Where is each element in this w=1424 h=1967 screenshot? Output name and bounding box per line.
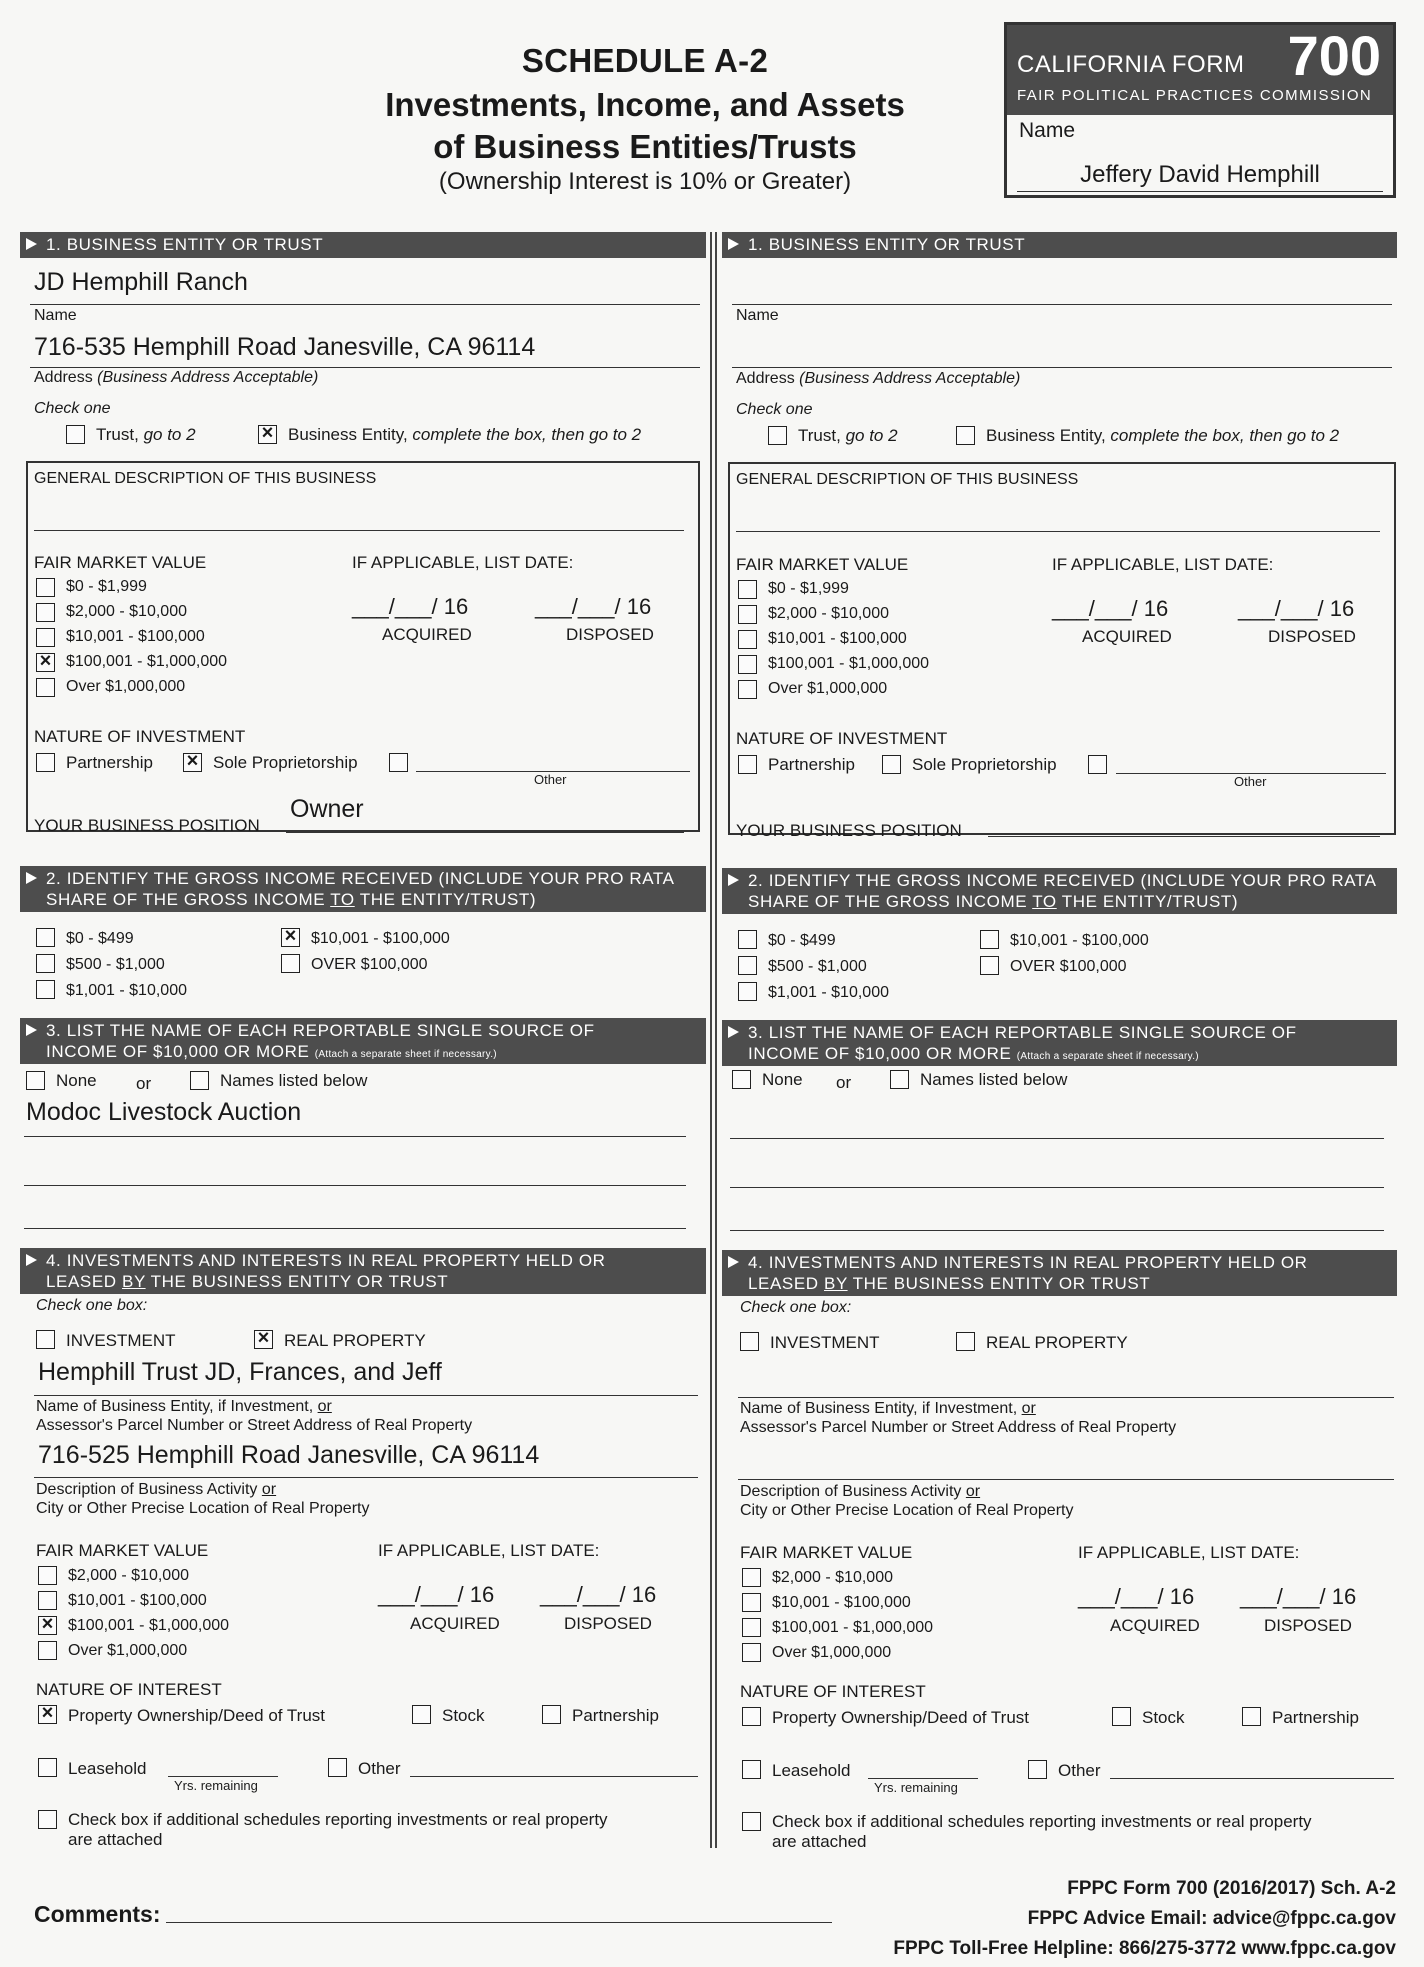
left-additional-label-1: Check box if additional schedules reporting investments or real property	[68, 1810, 608, 1829]
right-property-location-line	[738, 1479, 1394, 1480]
right-section4-header: 4. INVESTMENTS AND INTERESTS IN REAL PROPERTY HELD OR LEASED BY THE BUSINESS ENTITY OR TRUST	[722, 1250, 1397, 1296]
filer-name-label: Name	[1019, 119, 1076, 142]
right-income-source-line-1	[730, 1138, 1384, 1139]
left-name-line	[30, 304, 700, 305]
left-general-description-label: GENERAL DESCRIPTION OF THIS BUSINESS	[34, 470, 377, 487]
arrow-icon	[728, 874, 739, 886]
left-leasehold-checkbox[interactable]	[38, 1758, 57, 1777]
left-other4-line	[410, 1776, 698, 1777]
left-if-applicable-label: IF APPLICABLE, LIST DATE:	[352, 553, 574, 572]
right-fmv-checkbox-2[interactable]	[738, 630, 757, 649]
right-check-one-box-label: Check one box:	[740, 1299, 852, 1316]
left-fmv4-label-1: $10,001 - $100,000	[68, 1592, 207, 1609]
arrow-icon	[26, 1254, 37, 1266]
right-fmv-label-3: $100,001 - $1,000,000	[768, 655, 930, 672]
right-description-label-1: Description of Business Activity or	[740, 1483, 981, 1500]
right-property-ownership-checkbox[interactable]	[742, 1707, 761, 1726]
left-acquired-date[interactable]: ___/___/ 16	[352, 594, 469, 619]
right-fmv4-label-1: $10,001 - $100,000	[772, 1594, 911, 1611]
right-section1-header: 1. BUSINESS ENTITY OR TRUST	[722, 232, 1397, 258]
left-name-label: Name	[34, 307, 77, 324]
left-fmv-checkbox-2[interactable]	[36, 628, 55, 647]
left-business-position-value[interactable]: Owner	[290, 795, 364, 823]
left-partnership-checkbox[interactable]	[36, 753, 55, 772]
right-none-checkbox[interactable]	[732, 1070, 751, 1089]
left-real-property-label: REAL PROPERTY	[284, 1331, 426, 1350]
left-none-checkbox[interactable]	[26, 1071, 45, 1090]
left-disposed4-label: DISPOSED	[564, 1614, 652, 1633]
right-fmv4-label-2: $100,001 - $1,000,000	[772, 1619, 934, 1636]
left-property-name-line	[34, 1395, 698, 1396]
right-sole-proprietorship-checkbox[interactable]	[882, 755, 901, 774]
right-stock-label: Stock	[1142, 1708, 1185, 1727]
schedule-subtitle-line2: of Business Entities/Trusts	[433, 128, 857, 165]
right-disposed-label: DISPOSED	[1268, 627, 1356, 646]
left-fmv-label-3: $100,001 - $1,000,000	[66, 653, 228, 670]
arrow-icon	[728, 238, 739, 250]
left-acquired4-date[interactable]: ___/___/ 16	[378, 1582, 495, 1607]
right-trust-label: Trust, go to 2	[798, 426, 898, 445]
left-partnership-label: Partnership	[66, 753, 153, 772]
left-other-investment-label: Other	[534, 772, 567, 787]
right-income-label-1: $500 - $1,000	[768, 958, 867, 975]
right-fmv4-checkbox-2[interactable]	[742, 1618, 761, 1637]
left-property-name[interactable]: Hemphill Trust JD, Frances, and Jeff	[38, 1358, 442, 1386]
left-fmv-checkbox-0[interactable]	[36, 578, 55, 597]
left-address-label: Address (Business Address Acceptable)	[34, 369, 319, 386]
left-investment-label: INVESTMENT	[66, 1331, 176, 1350]
left-fmv4-checkbox-3[interactable]	[38, 1641, 57, 1660]
right-property-ownership-label: Property Ownership/Deed of Trust	[772, 1708, 1030, 1727]
right-income-label-4: OVER $100,000	[1010, 958, 1127, 975]
right-income-label-3: $10,001 - $100,000	[1010, 932, 1149, 949]
right-income-checkbox-2[interactable]	[738, 982, 757, 1001]
left-income-label-3: $10,001 - $100,000	[311, 930, 450, 947]
right-business-entity-checkbox[interactable]	[956, 426, 975, 445]
left-section4-header: 4. INVESTMENTS AND INTERESTS IN REAL PROPERTY HELD OR LEASED BY THE BUSINESS ENTITY OR TRUST	[20, 1248, 706, 1294]
commission-label: FAIR POLITICAL PRACTICES COMMISSION	[1017, 87, 1373, 104]
right-other4-label: Other	[1058, 1761, 1101, 1780]
right-check-one-label: Check one	[736, 401, 813, 418]
form-label: CALIFORNIA FORM	[1017, 51, 1245, 78]
left-trust-checkbox[interactable]	[66, 425, 85, 444]
right-fmv4-label: FAIR MARKET VALUE	[740, 1543, 913, 1562]
right-other-investment-checkbox[interactable]	[1088, 755, 1107, 774]
left-fmv4-checkbox-2[interactable]: ×	[38, 1616, 57, 1635]
arrow-icon	[26, 872, 37, 884]
right-names-listed-label: Names listed below	[920, 1070, 1068, 1089]
right-fmv4-checkbox-3[interactable]	[742, 1643, 761, 1662]
right-income-source-line-2	[730, 1187, 1384, 1188]
right-if-applicable4-label: IF APPLICABLE, LIST DATE:	[1078, 1543, 1300, 1562]
left-business-position-label: YOUR BUSINESS POSITION	[34, 816, 260, 835]
left-income-source-line-1	[24, 1136, 686, 1137]
left-property-ownership-label: Property Ownership/Deed of Trust	[68, 1706, 326, 1725]
right-description-label-2: City or Other Precise Location of Real Property	[740, 1502, 1074, 1519]
right-fmv4-label-0: $2,000 - $10,000	[772, 1569, 893, 1586]
left-income-checkbox-2[interactable]	[36, 980, 55, 999]
left-leasehold-label: Leasehold	[68, 1759, 147, 1778]
left-fmv-checkbox-4[interactable]	[36, 678, 55, 697]
left-names-listed-checkbox[interactable]	[190, 1071, 209, 1090]
arrow-icon	[26, 1024, 37, 1036]
left-stock-label: Stock	[442, 1706, 485, 1725]
right-fmv-checkbox-4[interactable]	[738, 680, 757, 699]
right-business-position-line	[988, 836, 1380, 837]
right-investment-checkbox[interactable]	[740, 1332, 759, 1351]
right-investment-label: INVESTMENT	[770, 1333, 880, 1352]
right-nature-investment-label: NATURE OF INVESTMENT	[736, 729, 948, 748]
right-name-of-entity-label-1: Name of Business Entity, if Investment, or	[740, 1400, 1036, 1417]
comments-label: Comments:	[34, 1901, 161, 1927]
right-name-label: Name	[736, 307, 779, 324]
left-leasehold-line	[168, 1776, 278, 1777]
left-disposed4-date[interactable]: ___/___/ 16	[540, 1582, 657, 1607]
left-partnership4-label: Partnership	[572, 1706, 659, 1725]
right-income-label-0: $0 - $499	[768, 932, 836, 949]
form-reference: FPPC Form 700 (2016/2017) Sch. A-2	[1067, 1878, 1396, 1899]
right-acquired-label: ACQUIRED	[1082, 627, 1172, 646]
right-none-label: None	[762, 1070, 803, 1089]
right-disposed4-date[interactable]: ___/___/ 16	[1240, 1584, 1357, 1609]
right-section2-header: 2. IDENTIFY THE GROSS INCOME RECEIVED (INCLUDE YOUR PRO RATA SHARE OF THE GROSS INCOME TO THE ENTITY/TRUST)	[722, 868, 1397, 914]
right-business-position-label: YOUR BUSINESS POSITION	[736, 821, 962, 840]
left-stock-checkbox[interactable]	[412, 1705, 431, 1724]
left-income-checkbox-0[interactable]	[36, 928, 55, 947]
right-acquired4-date[interactable]: ___/___/ 16	[1078, 1584, 1195, 1609]
left-other4-checkbox[interactable]	[328, 1758, 347, 1777]
form-number: 700	[1287, 24, 1381, 87]
right-fmv-checkbox-3[interactable]	[738, 655, 757, 674]
right-fmv-checkbox-0[interactable]	[738, 580, 757, 599]
left-acquired4-label: ACQUIRED	[410, 1614, 500, 1633]
left-income-label-2: $1,001 - $10,000	[66, 982, 187, 999]
right-address-line	[732, 367, 1392, 368]
right-acquired4-label: ACQUIRED	[1110, 1616, 1200, 1635]
left-fmv4-label: FAIR MARKET VALUE	[36, 1541, 209, 1560]
left-disposed-date[interactable]: ___/___/ 16	[535, 594, 652, 619]
schedule-subtitle-line1: Investments, Income, and Assets	[385, 86, 905, 123]
left-if-applicable4-label: IF APPLICABLE, LIST DATE:	[378, 1541, 600, 1560]
right-or-label: or	[836, 1073, 852, 1092]
right-leasehold-checkbox[interactable]	[742, 1760, 761, 1779]
left-none-label: None	[56, 1071, 97, 1090]
right-property-name-line	[738, 1397, 1394, 1398]
right-general-description-line	[736, 531, 1380, 532]
left-income-source-1[interactable]: Modoc Livestock Auction	[26, 1098, 302, 1126]
left-fmv4-label-2: $100,001 - $1,000,000	[68, 1617, 230, 1634]
left-section2-header: 2. IDENTIFY THE GROSS INCOME RECEIVED (INCLUDE YOUR PRO RATA SHARE OF THE GROSS INCOME TO THE ENTITY/TRUST)	[20, 866, 706, 912]
left-name-of-entity-label-2: Assessor's Parcel Number or Street Address of Real Property	[36, 1417, 473, 1434]
right-income-source-line-3	[730, 1230, 1384, 1231]
left-fmv-checkbox-1[interactable]	[36, 603, 55, 622]
right-disposed-date[interactable]: ___/___/ 16	[1238, 596, 1355, 621]
helpline: FPPC Toll-Free Helpline: 866/275-3772 www.fppc.ca.gov	[893, 1938, 1396, 1959]
left-entity-name[interactable]: JD Hemphill Ranch	[34, 268, 248, 296]
right-names-listed-checkbox[interactable]	[890, 1070, 909, 1089]
ownership-note: (Ownership Interest is 10% or Greater)	[438, 168, 852, 195]
right-partnership4-checkbox[interactable]	[1242, 1707, 1261, 1726]
left-sole-proprietorship-label: Sole Proprietorship	[213, 753, 358, 772]
right-business-entity-label: Business Entity, complete the box, then go to 2	[986, 426, 1340, 445]
left-business-position-line	[286, 832, 684, 833]
left-business-entity-checkbox[interactable]: ×	[258, 425, 277, 444]
right-fmv-label-4: Over $1,000,000	[768, 680, 888, 697]
right-trust-checkbox[interactable]	[768, 426, 787, 445]
right-real-property-label: REAL PROPERTY	[986, 1333, 1128, 1352]
left-property-location-line	[34, 1477, 698, 1478]
left-income-checkbox-3[interactable]: ×	[281, 928, 300, 947]
left-nature-interest-label: NATURE OF INTEREST	[36, 1680, 222, 1699]
left-additional-label-2: are attached	[68, 1830, 163, 1849]
right-partnership4-label: Partnership	[1272, 1708, 1359, 1727]
left-property-ownership-checkbox[interactable]: ×	[38, 1705, 57, 1724]
left-section3-header: 3. LIST THE NAME OF EACH REPORTABLE SINGLE SOURCE OF INCOME OF $10,000 OR MORE (Attach a separate sheet if necessary.)	[20, 1018, 706, 1064]
filer-name-line	[1017, 191, 1383, 192]
left-income-checkbox-4[interactable]	[281, 954, 300, 973]
left-income-source-line-3	[24, 1228, 686, 1229]
right-other4-checkbox[interactable]	[1028, 1760, 1047, 1779]
left-fmv-checkbox-3[interactable]: ×	[36, 653, 55, 672]
right-income-checkbox-0[interactable]	[738, 930, 757, 949]
left-fmv-label-0: $0 - $1,999	[66, 578, 147, 595]
right-if-applicable-label: IF APPLICABLE, LIST DATE:	[1052, 555, 1274, 574]
left-fmv4-label-0: $2,000 - $10,000	[68, 1567, 189, 1584]
left-fmv-label: FAIR MARKET VALUE	[34, 553, 207, 572]
left-or-label: or	[136, 1074, 152, 1093]
arrow-icon	[26, 238, 37, 250]
right-business-detail-box	[728, 462, 1396, 835]
right-fmv-label-2: $10,001 - $100,000	[768, 630, 907, 647]
right-income-label-2: $1,001 - $10,000	[768, 984, 889, 1001]
right-partnership-checkbox[interactable]	[738, 755, 757, 774]
left-check-one-box-label: Check one box:	[36, 1297, 148, 1314]
right-real-property-checkbox[interactable]	[956, 1332, 975, 1351]
right-leasehold-line	[868, 1778, 978, 1779]
left-fmv4-checkbox-1[interactable]	[38, 1591, 57, 1610]
right-acquired-date[interactable]: ___/___/ 16	[1052, 596, 1169, 621]
right-fmv-label-0: $0 - $1,999	[768, 580, 849, 597]
advice-email: FPPC Advice Email: advice@fppc.ca.gov	[1027, 1908, 1396, 1929]
right-stock-checkbox[interactable]	[1112, 1707, 1131, 1726]
left-address-value[interactable]: 716-535 Hemphill Road Janesville, CA 96114	[34, 333, 536, 361]
right-other-investment-label: Other	[1234, 774, 1267, 789]
left-trust-label: Trust, go to 2	[96, 425, 196, 444]
right-fmv-checkbox-1[interactable]	[738, 605, 757, 624]
left-sole-proprietorship-checkbox[interactable]: ×	[183, 753, 202, 772]
column-divider-right	[715, 232, 717, 1848]
right-income-checkbox-4[interactable]	[980, 956, 999, 975]
left-address-line	[30, 367, 700, 368]
left-fmv4-label-3: Over $1,000,000	[68, 1642, 188, 1659]
right-income-checkbox-1[interactable]	[738, 956, 757, 975]
left-fmv-label-1: $2,000 - $10,000	[66, 603, 187, 620]
right-leasehold-label: Leasehold	[772, 1761, 851, 1780]
right-partnership-label: Partnership	[768, 755, 855, 774]
right-address-label: Address (Business Address Acceptable)	[736, 370, 1021, 387]
left-other-investment-checkbox[interactable]	[389, 753, 408, 772]
left-fmv-label-4: Over $1,000,000	[66, 678, 186, 695]
right-fmv-label: FAIR MARKET VALUE	[736, 555, 909, 574]
left-fmv4-checkbox-0[interactable]	[38, 1566, 57, 1585]
left-section1-header: 1. BUSINESS ENTITY OR TRUST	[20, 232, 706, 258]
left-property-location[interactable]: 716-525 Hemphill Road Janesville, CA 96114	[38, 1441, 540, 1469]
left-income-label-0: $0 - $499	[66, 930, 134, 947]
right-yrs-remaining-label: Yrs. remaining	[874, 1780, 958, 1795]
form-id-box	[1004, 22, 1396, 198]
left-name-of-entity-label-1: Name of Business Entity, if Investment, or	[36, 1398, 332, 1415]
arrow-icon	[728, 1256, 739, 1268]
left-description-label-1: Description of Business Activity or	[36, 1481, 277, 1498]
arrow-icon	[728, 1026, 739, 1038]
right-name-of-entity-label-2: Assessor's Parcel Number or Street Address of Real Property	[740, 1419, 1177, 1436]
left-income-label-4: OVER $100,000	[311, 956, 428, 973]
left-yrs-remaining-label: Yrs. remaining	[174, 1778, 258, 1793]
right-fmv4-checkbox-0[interactable]	[742, 1568, 761, 1587]
left-partnership4-checkbox[interactable]	[542, 1705, 561, 1724]
left-nature-investment-label: NATURE OF INVESTMENT	[34, 727, 246, 746]
left-investment-checkbox[interactable]	[36, 1330, 55, 1349]
right-other4-line	[1110, 1778, 1394, 1779]
left-other4-label: Other	[358, 1759, 401, 1778]
left-general-description-line	[34, 530, 684, 531]
left-check-one-label: Check one	[34, 400, 111, 417]
right-section3-header: 3. LIST THE NAME OF EACH REPORTABLE SINGLE SOURCE OF INCOME OF $10,000 OR MORE (Attach a separate sheet if necessary.)	[722, 1020, 1397, 1066]
left-income-source-line-2	[24, 1185, 686, 1186]
comments-line[interactable]	[166, 1922, 832, 1923]
right-fmv4-checkbox-1[interactable]	[742, 1593, 761, 1612]
right-additional-label-2: are attached	[772, 1832, 867, 1851]
right-additional-checkbox[interactable]	[742, 1812, 761, 1831]
left-names-listed-label: Names listed below	[220, 1071, 368, 1090]
filer-name-value[interactable]: Jeffery David Hemphill	[1080, 161, 1320, 188]
column-divider-left	[710, 232, 712, 1848]
right-fmv4-label-3: Over $1,000,000	[772, 1644, 892, 1661]
left-acquired-label: ACQUIRED	[382, 625, 472, 644]
right-name-line	[732, 304, 1392, 305]
left-real-property-checkbox[interactable]: ×	[254, 1330, 273, 1349]
left-description-label-2: City or Other Precise Location of Real Property	[36, 1500, 370, 1517]
form-id-band	[1007, 25, 1393, 115]
right-income-checkbox-3[interactable]	[980, 930, 999, 949]
right-disposed4-label: DISPOSED	[1264, 1616, 1352, 1635]
left-income-checkbox-1[interactable]	[36, 954, 55, 973]
left-disposed-label: DISPOSED	[566, 625, 654, 644]
schedule-title: SCHEDULE A-2	[521, 42, 769, 79]
left-income-label-1: $500 - $1,000	[66, 956, 165, 973]
right-sole-proprietorship-label: Sole Proprietorship	[912, 755, 1057, 774]
left-additional-checkbox[interactable]	[38, 1810, 57, 1829]
right-fmv-label-1: $2,000 - $10,000	[768, 605, 889, 622]
right-general-description-label: GENERAL DESCRIPTION OF THIS BUSINESS	[736, 471, 1079, 488]
left-business-detail-box	[26, 461, 700, 832]
right-nature-interest-label: NATURE OF INTEREST	[740, 1682, 926, 1701]
right-additional-label-1: Check box if additional schedules reporting investments or real property	[772, 1812, 1312, 1831]
left-fmv-label-2: $10,001 - $100,000	[66, 628, 205, 645]
left-business-entity-label: Business Entity, complete the box, then go to 2	[288, 425, 642, 444]
